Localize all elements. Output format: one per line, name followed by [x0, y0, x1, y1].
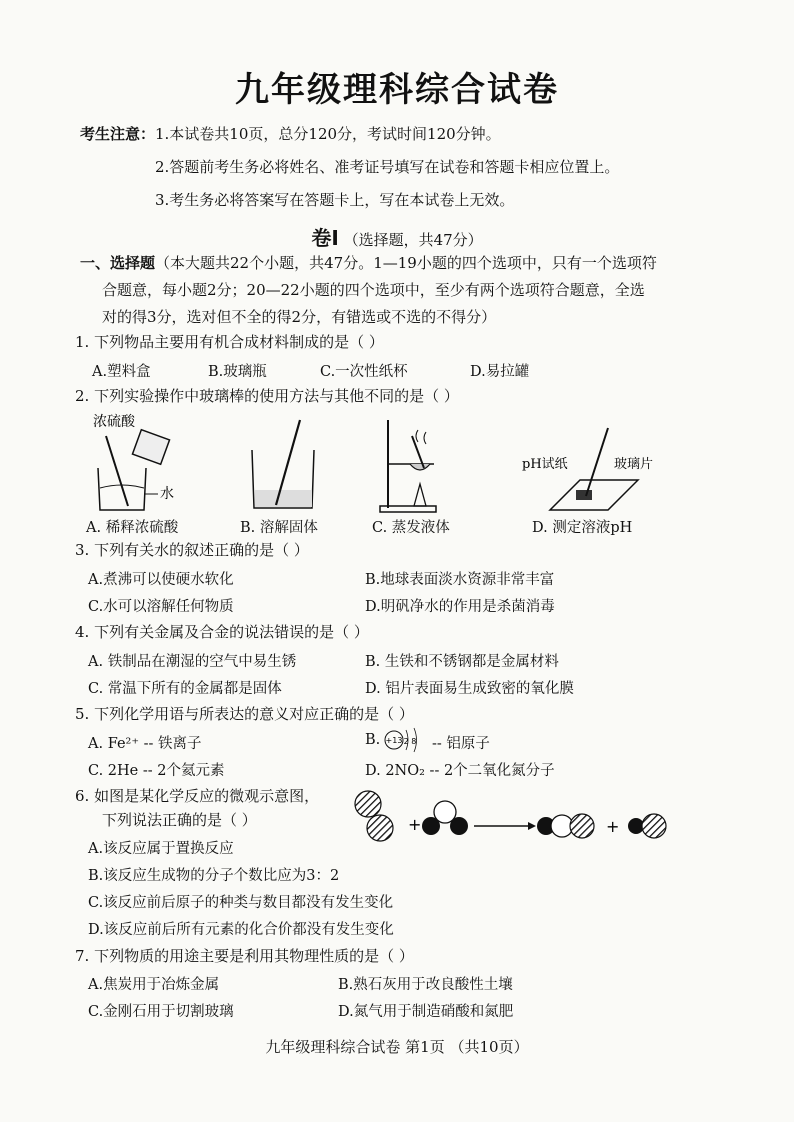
notice-item-1: 1.本试卷共10页，总分120分，考试时间120分钟。 — [155, 125, 501, 143]
plus-sign-2: + — [606, 817, 620, 836]
reactant-1-atom-2 — [367, 815, 393, 841]
q7-option-c: C.金刚石用于切割玻璃 — [88, 1004, 234, 1020]
q5-option-b-prefix: B. — [365, 732, 381, 748]
glass-slide — [550, 480, 638, 510]
q3-option-a: A.煮沸可以使硬水软化 — [88, 572, 234, 588]
q5-option-c: C. 2He -- 2个氦元素 — [88, 763, 225, 779]
instruction-block — [80, 250, 720, 331]
instruction-text-3: 对的得3分，选对但不全的得2分，有错选或不选的不得分） — [102, 308, 497, 326]
glass-rod-a — [106, 436, 128, 506]
q6-stem-2: 下列说法正确的是（ ） — [102, 811, 257, 829]
glass-rod-d — [586, 428, 608, 496]
section-heading — [0, 222, 794, 251]
q2-option-c: C. 蒸发液体 — [372, 520, 450, 536]
q6-option-d: D.该反应前后所有元素的化合价都没有发生变化 — [88, 922, 394, 938]
evaporating-dish — [410, 464, 430, 470]
q4-option-c: C. 常温下所有的金属都是固体 — [88, 681, 282, 697]
notice-item-2: 2.答题前考生务必将姓名、准考证号填写在试卷和答题卡相应位置上。 — [155, 158, 620, 176]
page-footer: 九年级理科综合试卷 第1页 （共10页） — [265, 1038, 529, 1056]
reaction-arrow-head — [528, 822, 536, 830]
q2-option-d: D. 测定溶液pH — [532, 520, 633, 536]
reactant-2-black-atom-2 — [450, 817, 468, 835]
reaction-micro-diagram — [350, 782, 680, 848]
q6-option-a: A.该反应属于置换反应 — [88, 841, 234, 857]
q6-stem-1: 6. 如图是某化学反应的微观示意图， — [75, 787, 320, 805]
shell-electrons: 2 8 — [403, 737, 417, 746]
q3-option-d: D.明矾净水的作用是杀菌消毒 — [365, 599, 555, 615]
q2-option-b: B. 溶解固体 — [240, 520, 318, 536]
q4-option-a: A. 铁制品在潮湿的空气中易生锈 — [88, 654, 297, 670]
q5-stem: 5. 下列化学用语与所表达的意义对应正确的是（ ） — [75, 705, 414, 723]
glass-rod-c — [412, 436, 424, 468]
q4-stem: 4. 下列有关金属及合金的说法错误的是（ ） — [75, 623, 369, 641]
q1-option-b: B.玻璃瓶 — [208, 364, 267, 380]
q2-option-a: A. 稀释浓硫酸 — [86, 520, 179, 536]
steam — [416, 430, 426, 444]
q5-option-a: A. Fe²⁺ -- 铁离子 — [88, 736, 202, 752]
q3-option-b: B.地球表面淡水资源非常丰富 — [365, 572, 555, 588]
instruction-text-1: （本大题共22个小题，共47分。1—19小题的四个选项中，只有一个选项符 — [155, 254, 657, 272]
notice-label: 考生注意： — [80, 125, 156, 143]
q4-option-d: D. 铝片表面易生成致密的氧化膜 — [365, 681, 574, 697]
figure-dissolve-solid — [240, 410, 330, 514]
reactant-1-atom-1 — [355, 791, 381, 817]
fig-a-label-acid: 浓硫酸 — [93, 414, 135, 430]
page-title: 九年级理科综合试卷 — [235, 70, 559, 110]
fig-d-label-glass: 玻璃片 — [614, 457, 654, 472]
acid-bottle — [132, 430, 169, 465]
solution-b — [255, 490, 312, 507]
q1-stem: 1. 下列物品主要用有机合成材料制成的是（ ） — [75, 333, 384, 351]
q7-option-a: A.焦炭用于冶炼金属 — [88, 977, 220, 993]
q1-option-d: D.易拉罐 — [470, 364, 530, 380]
section-name: 卷Ⅰ — [311, 226, 339, 250]
product-2-hatched-atom — [642, 814, 666, 838]
ph-paper — [576, 490, 592, 500]
q3-option-c: C.水可以溶解任何物质 — [88, 599, 234, 615]
figure-evaporate — [378, 412, 458, 516]
q7-stem: 7. 下列物质的用途主要是利用其物理性质的是（ ） — [75, 947, 414, 965]
q2-stem: 2. 下列实验操作中玻璃棒的使用方法与其他不同的是（ ） — [75, 387, 459, 405]
q7-option-d: D.氮气用于制造硝酸和氮肥 — [338, 1004, 514, 1020]
section-desc: （选择题，共47分） — [343, 231, 483, 249]
q4-option-b: B. 生铁和不锈钢都是金属材料 — [365, 654, 559, 670]
figure-measure-ph — [520, 424, 660, 516]
q7-option-b: B.熟石灰用于改良酸性土壤 — [338, 977, 513, 993]
notice-item-3: 3.考生务必将答案写在答题卡上，写在本试卷上无效。 — [155, 191, 515, 209]
q6-option-b: B.该反应生成物的分子个数比应为3：2 — [88, 868, 340, 884]
q1-option-c: C.一次性纸杯 — [320, 364, 408, 380]
q1-option-a: A.塑料盒 — [92, 364, 151, 380]
fig-d-label-ph: pH试纸 — [522, 457, 568, 472]
q3-stem: 3. 下列有关水的叙述正确的是（ ） — [75, 541, 309, 559]
reactant-2-black-atom-1 — [422, 817, 440, 835]
plus-sign-1: + — [408, 815, 422, 834]
aluminum-atom-diagram — [382, 722, 428, 758]
fig-a-label-water: 水 — [160, 486, 174, 502]
q5-option-b: -- 铝原子 — [432, 736, 490, 752]
alcohol-lamp — [414, 484, 426, 506]
q5-option-d: D. 2NO₂ -- 2个二氧化氮分子 — [365, 763, 555, 779]
nucleus-charge: +13 — [385, 736, 403, 745]
figure-dilute-acid — [88, 410, 198, 514]
product-1-hatched-atom — [570, 814, 594, 838]
instruction-text-2: 合题意，每小题2分；20—22小题的四个选项中，至少有两个选项符合题意，全选 — [102, 281, 645, 299]
q6-option-c: C.该反应前后原子的种类与数目都没有发生变化 — [88, 895, 394, 911]
notice-block — [80, 118, 760, 217]
instruction-label: 一、选择题 — [80, 254, 156, 272]
